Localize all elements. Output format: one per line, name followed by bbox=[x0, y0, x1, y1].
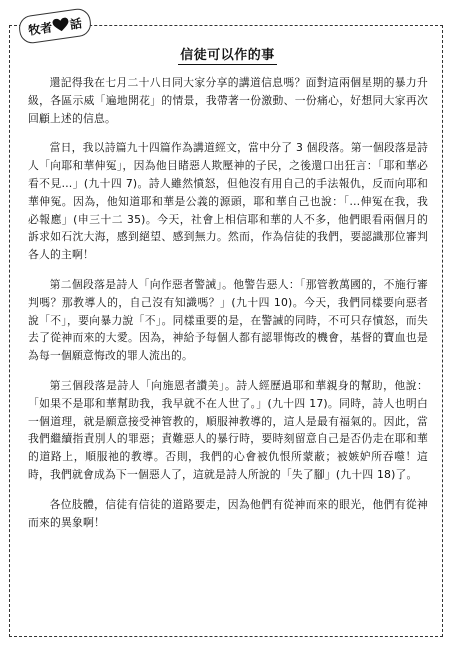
badge-label-right: 話 bbox=[68, 15, 83, 32]
body-paragraph: 第三個段落是詩人「向施恩者讚美」。詩人經歷過耶和華親身的幫助，他說：「如果不是耶和華幫助我，我早就不在人世了。」(九十四 17)。同時，詩人也明白一個道理，就是願意接受神管教的，順服神教導的，這人是最有福氣的。因此，當我們繼續指責別人的罪惡；責難惡人的暴行時，要時刻留意自己是否仍走在耶和華的道路上，順服祂的教導。否則，我們的心會被仇恨所蒙蔽；被嫉妒所吞噬！這時，我們就會成為下一個惡人了，這就是詩人所說的「失了腳」(九十四 18)了。 bbox=[28, 378, 428, 481]
heart-icon bbox=[52, 17, 70, 33]
body-paragraph: 當日，我以詩篇九十四篇作為講道經文，當中分了 3 個段落。第一個段落是詩人「向耶和華伸冤」，因為他目睹惡人欺壓神的子民，之後還口出狂言：「耶和華必看不見…」(九十四 7)。詩人雖然憤怒，但他沒有用自己的手法報仇，反而向耶和華伸冤。因為，他知道耶和華是公義的源頭，耶和華自己也說：「…伸冤在我，我必報應」(申三十二 35)。今天，社會上相信耶和華的人不多，他們眼看兩個月的訴求如石沈大海，感到絕望、感到無力。然而，作為信徒的我們，要認識那位審判各人的主啊！ bbox=[28, 141, 428, 262]
badge-label-left: 牧者 bbox=[27, 19, 54, 38]
body-paragraph: 還記得我在七月二十八日同大家分享的講道信息嗎？面對這兩個星期的暴力升級，各區示威「遍地開花」的情景，我帶著一份激動、一份痛心，好想同大家再次回顧上述的信息。 bbox=[28, 76, 428, 125]
body-paragraph: 第二個段落是詩人「向作惡者警誡」。他警告惡人：「那管教萬國的，不施行審判嗎？那教導人的，自己沒有知識嗎？」(九十四 10)。今天，我們同樣要向惡者說「不」，要向暴力說「不」。同樣重要的是，在警誡的同時，不可只存憤怒，而失去了從神而來的大愛。因為，神給予每個人都有認罪悔改的機會，基督的寶血也是為每一個願意悔改的罪人流出的。 bbox=[28, 277, 428, 363]
article-title-text: 信徒可以作的事 bbox=[180, 48, 275, 63]
body-paragraph: 各位肢體，信徒有信徒的道路要走，因為他們有從神而來的眼光，他們有從神而來的異象啊！ bbox=[28, 497, 428, 529]
article-title bbox=[0, 44, 455, 63]
article-body bbox=[28, 74, 428, 543]
